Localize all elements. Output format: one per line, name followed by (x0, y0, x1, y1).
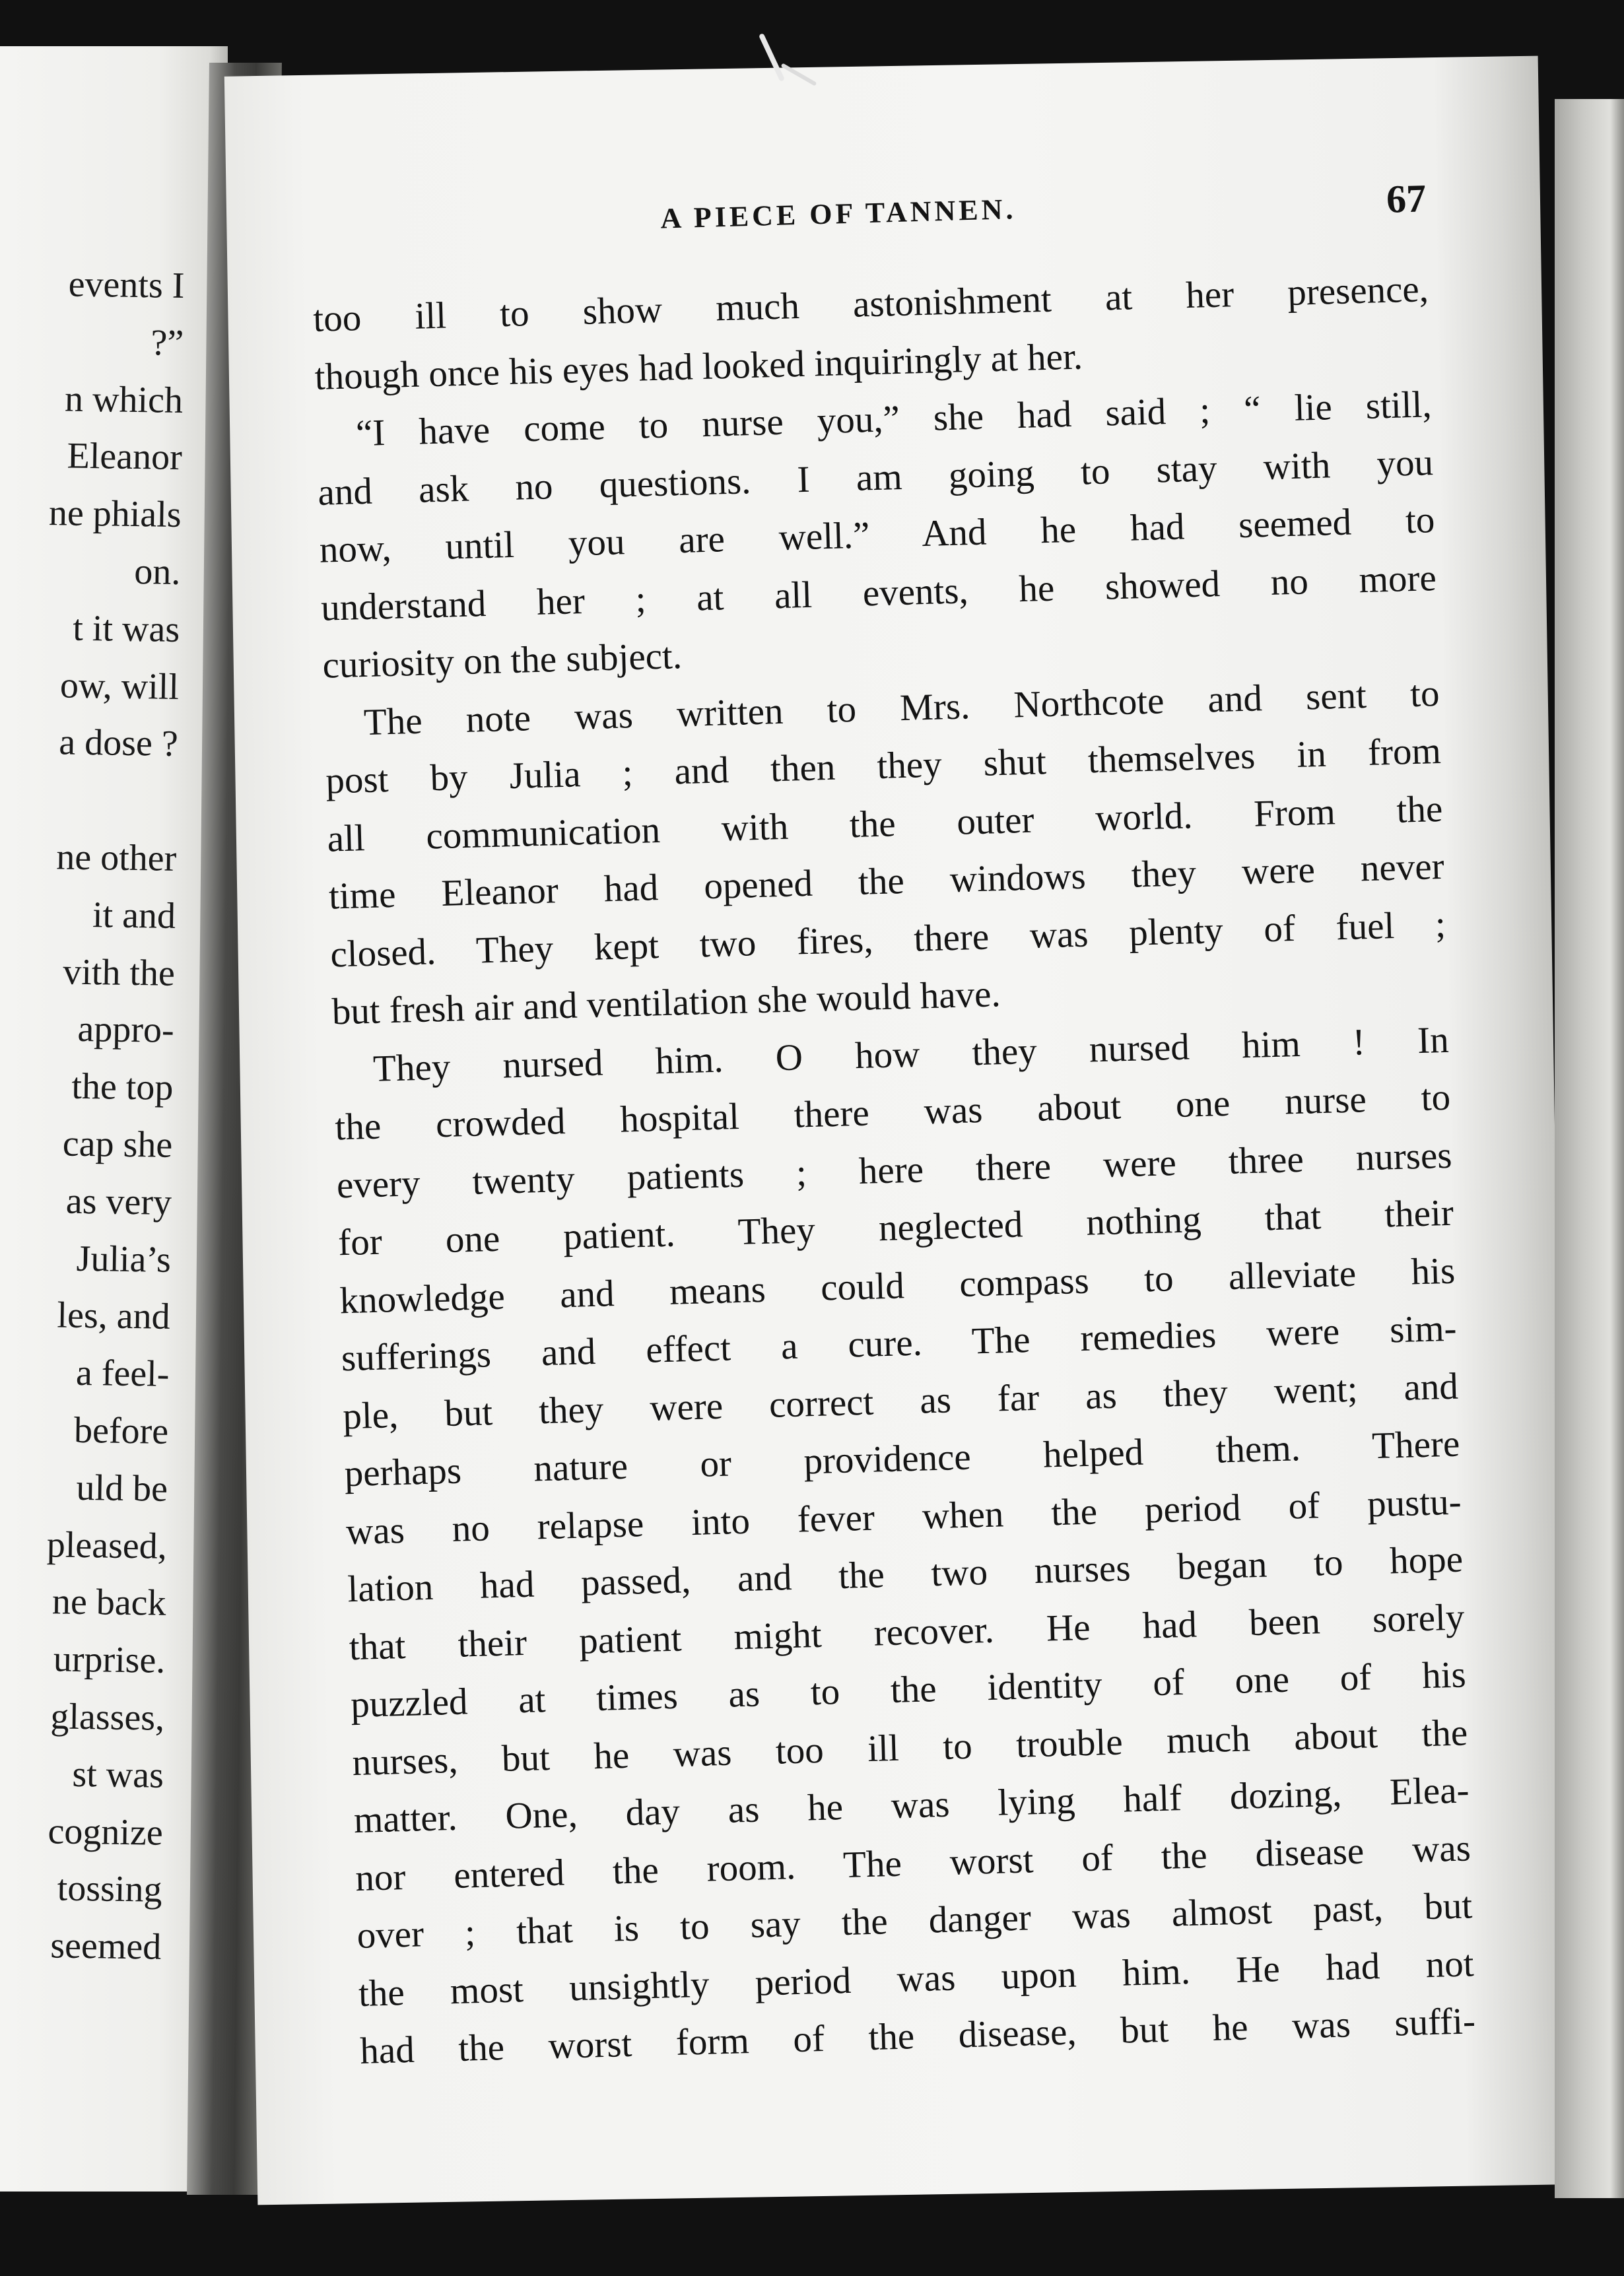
previous-page-line (0, 770, 178, 830)
text-line: nor entered the room. The worst of the disease was (355, 1826, 1472, 1899)
page-text-block (310, 176, 1476, 2080)
text-line: puzzled at times as to the identity of one of his (350, 1654, 1467, 1726)
previous-page-line: ?” (151, 322, 184, 364)
previous-page-line: Eleanor (67, 435, 183, 479)
previous-page-line: urprise. (53, 1638, 166, 1681)
previous-page-text (0, 255, 185, 1976)
text-line: the crowded hospital there was about one nurse to (334, 1076, 1451, 1149)
previous-page-line: pleased, (46, 1523, 168, 1567)
text-line: curiosity on the subject. (321, 635, 683, 686)
previous-page-line: n which (64, 378, 184, 421)
text-line: was no relapse into fever when the period of pustu- (345, 1481, 1462, 1553)
previous-page-line: cognize (48, 1810, 164, 1854)
previous-page-line: events I (68, 263, 185, 306)
previous-page-line: as very (65, 1180, 172, 1223)
previous-page-line: Julia’s (76, 1238, 172, 1281)
text-line: the most unsightly period was upon him. He had not (358, 1942, 1475, 2015)
text-line: time Eleanor had opened the windows they were never (328, 845, 1445, 918)
page-number: 67 (1386, 176, 1427, 221)
text-line: perhaps nature or providence helped them. There (343, 1422, 1460, 1495)
text-line: now, until you are well.” And he had seemed to (319, 499, 1436, 571)
text-line: over ; that is to say the danger was almost past, but (356, 1885, 1473, 1957)
previous-page-line: ne back (51, 1581, 166, 1624)
text-line: but fresh air and ventilation she would have. (331, 973, 1001, 1033)
previous-page-line: glasses, (50, 1696, 165, 1739)
text-line: matter. One, day as he was lying half dozing, Elea- (353, 1769, 1470, 1842)
text-line: nurses, but he was too ill to trouble much about the (351, 1711, 1468, 1784)
text-line: understand her ; at all events, he showed no more (320, 556, 1437, 629)
previous-page-line: ne phials (48, 492, 182, 536)
previous-page-line: a dose ? (58, 721, 179, 765)
previous-page-line: t it was (72, 607, 180, 650)
previous-page-line: the top (71, 1065, 174, 1109)
previous-page-line: uld be (76, 1467, 168, 1510)
text-line: lation had passed, and the two nurses began to hope (347, 1538, 1464, 1611)
text-line: ple, but they were correct as far as they went; and (342, 1365, 1459, 1437)
text-line: all communication with the outer world. From the (326, 787, 1443, 860)
text-line: sufferings and effect a cure. The remedies were sim- (341, 1307, 1458, 1380)
previous-page-line: st was (72, 1753, 164, 1796)
previous-page-line: before (73, 1409, 169, 1452)
text-line: closed. They kept two fires, there was plenty of fuel ; (329, 903, 1446, 976)
text-line: every twenty patients ; here there were three nurses (336, 1134, 1453, 1206)
previous-page-line: ow, will (59, 665, 180, 708)
previous-page-line: a feel- (75, 1353, 170, 1395)
previous-page-line: it and (92, 894, 176, 937)
running-title: A PIECE OF TANNEN. (660, 193, 1017, 235)
text-line: too ill to show much astonishment at her presence, (312, 268, 1429, 340)
text-line: They nursed him. O how they nursed him ! In (372, 1019, 1450, 1090)
previous-page-line: ne other (55, 836, 177, 879)
previous-page-line: cap she (62, 1123, 173, 1166)
text-line: though once his eyes had looked inquiringly at her. (314, 335, 1083, 398)
previous-page-line: on. (133, 551, 181, 593)
text-line: that their patient might recover. He had been sorely (349, 1596, 1466, 1668)
text-line: knowledge and means could compass to alleviate his (339, 1250, 1456, 1322)
text-line: “I have come to nurse you,” she had said ; “ lie still, (355, 384, 1433, 455)
text-line: The note was written to Mrs. Northcote and sent to (363, 672, 1440, 743)
page-edge (1555, 99, 1624, 2198)
previous-page-line: tossing (57, 1867, 162, 1911)
text-line: had the worst form of the disease, but he was suffi- (359, 2000, 1476, 2072)
text-line: for one patient. They neglected nothing that their (337, 1191, 1454, 1264)
previous-page-line: seemed (50, 1925, 162, 1968)
text-line: post by Julia ; and then they shut themselves in from (325, 729, 1442, 802)
previous-page-line: vith the (62, 951, 176, 994)
previous-page-line: les, and (57, 1294, 171, 1338)
text-line: and ask no questions. I am going to stay with you (317, 441, 1434, 514)
previous-page-line: appro- (77, 1009, 175, 1052)
